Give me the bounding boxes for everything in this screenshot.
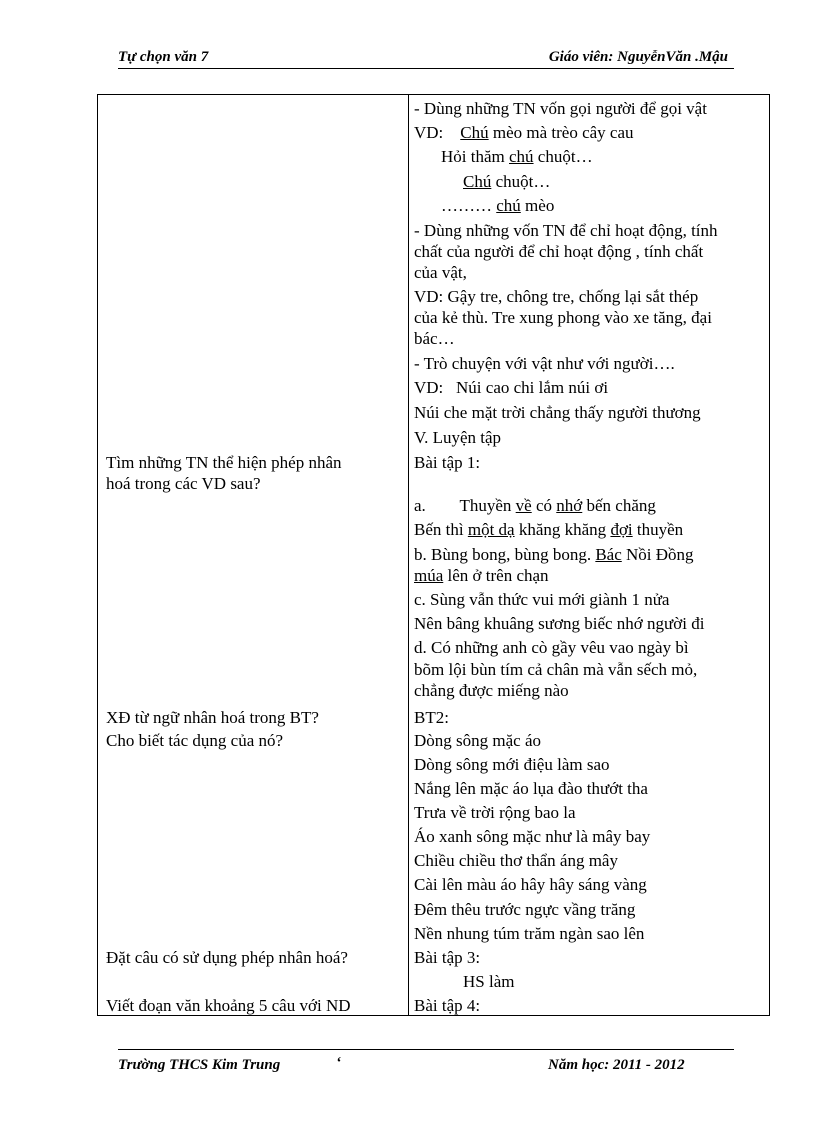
- right-line: chất của người để chỉ hoạt động , tính chất: [414, 242, 704, 261]
- right-line: bõm lội bùn tím cả chân mà vẫn sếch mỏ,: [414, 660, 698, 679]
- poem-line: Dòng sông mặc áo: [414, 731, 542, 750]
- text: b. Bùng bong, bùng bong.: [414, 545, 596, 564]
- right-line: của vật,: [414, 263, 467, 282]
- right-line: Nên bâng khuâng sương biếc nhớ người đi: [414, 614, 705, 633]
- left-text-6: Viết đoạn văn khoảng 5 câu với ND: [106, 996, 351, 1015]
- underlined-word: nhớ: [556, 496, 583, 515]
- text: a. Thuyền: [414, 496, 516, 515]
- text: chuột…: [533, 147, 593, 166]
- text: chuột…: [491, 172, 551, 191]
- text: khăng khăng: [514, 520, 611, 539]
- exercise-heading: Bài tập 4:: [414, 996, 481, 1015]
- header-teacher: Giáo viên: NguyễnVăn .Mậu: [548, 49, 728, 65]
- text: lên ở trên chạn: [443, 566, 549, 585]
- right-line: [414, 565, 549, 587]
- poem-line: Nền nhung túm trăm ngàn sao lên: [414, 924, 645, 943]
- right-line: - Trò chuyện với vật như với người….: [414, 354, 675, 373]
- right-line: [463, 171, 550, 193]
- footer-year: Năm học: 2011 - 2012: [548, 1057, 685, 1073]
- underlined-word: đợi: [610, 520, 633, 539]
- underlined-word: một dạ: [467, 520, 515, 539]
- right-line: VD: Gậy tre, chông tre, chống lại sắt thép: [414, 287, 699, 306]
- left-text-4: Cho biết tác dụng của nó?: [106, 731, 284, 750]
- poem-line: Cài lên màu áo hây hây sáng vàng: [414, 875, 647, 894]
- right-line: của kẻ thù. Tre xung phong vào xe tăng, đại: [414, 308, 712, 327]
- exercise-heading: BT2:: [414, 708, 449, 727]
- underlined-word: Bác: [595, 545, 622, 564]
- right-line: [414, 544, 694, 566]
- underlined-word: chú: [496, 196, 521, 215]
- left-column: [98, 95, 409, 1016]
- right-line: - Dùng những vốn TN để chỉ hoạt động, tính: [414, 221, 718, 240]
- text: ………: [441, 196, 497, 215]
- right-line: c. Sùng vẫn thức vui mới giành 1 nửa: [414, 590, 670, 609]
- right-line: d. Có những anh cò gầy vêu vao ngày bì: [414, 638, 689, 657]
- right-line: [441, 195, 554, 217]
- text: Bến thì: [414, 520, 468, 539]
- left-text-1: Tìm những TN thể hiện phép nhân: [106, 453, 342, 472]
- section-heading: V. Luyện tập: [414, 428, 502, 447]
- right-line: HS làm: [463, 972, 515, 991]
- right-line: - Dùng những TN vốn gọi người để gọi vật: [414, 99, 707, 118]
- poem-line: Áo xanh sông mặc như là mây bay: [414, 827, 651, 846]
- underlined-word: chú: [509, 147, 534, 166]
- text: có: [531, 496, 557, 515]
- underlined-word: Chú: [463, 172, 492, 191]
- poem-line: Chiều chiều thơ thẩn áng mây: [414, 851, 618, 870]
- left-text-5: Đặt câu có sử dụng phép nhân hoá?: [106, 948, 348, 967]
- header-subject: Tự chọn văn 7: [118, 49, 209, 65]
- page-header: [118, 48, 734, 69]
- text: mèo: [520, 196, 555, 215]
- poem-line: Đêm thêu trước ngực vầng trăng: [414, 900, 636, 919]
- underlined-word: Chú: [460, 123, 489, 142]
- footer-school: Trường THCS Kim Trung: [118, 1057, 281, 1073]
- exercise-heading: Bài tập 1:: [414, 453, 481, 472]
- lesson-table: [97, 94, 770, 1016]
- footer-mark: ‘: [336, 1055, 341, 1071]
- left-text-3: XĐ từ ngữ nhân hoá trong BT?: [106, 708, 319, 727]
- text: thuyền: [632, 520, 684, 539]
- poem-line: Trưa về trời rộng bao la: [414, 803, 576, 822]
- text: Nồi Đồng: [621, 545, 694, 564]
- poem-line: Dòng sông mới điệu làm sao: [414, 755, 610, 774]
- poem-line: Nắng lên mặc áo lụa đào thướt tha: [414, 779, 648, 798]
- text: bến chăng: [582, 496, 656, 515]
- underlined-word: về: [515, 496, 532, 515]
- right-line: [414, 519, 683, 541]
- right-line: Núi che mặt trời chẳng thấy người thương: [414, 403, 701, 422]
- right-line: [441, 146, 593, 168]
- text: VD:: [414, 123, 461, 142]
- right-line: bác…: [414, 329, 455, 348]
- underlined-word: múa: [414, 566, 444, 585]
- text: Hỏi thăm: [441, 147, 509, 166]
- left-text-2: hoá trong các VD sau?: [106, 474, 261, 493]
- exercise-heading: Bài tập 3:: [414, 948, 481, 967]
- right-line: VD: Núi cao chi lắm núi ơi: [414, 378, 609, 397]
- right-line: chẳng được miếng nào: [414, 681, 569, 700]
- right-line: [414, 495, 656, 517]
- page-footer: [118, 1049, 734, 1080]
- right-line: [414, 122, 634, 144]
- text: mèo mà trèo cây cau: [488, 123, 634, 142]
- right-column: [409, 95, 770, 1016]
